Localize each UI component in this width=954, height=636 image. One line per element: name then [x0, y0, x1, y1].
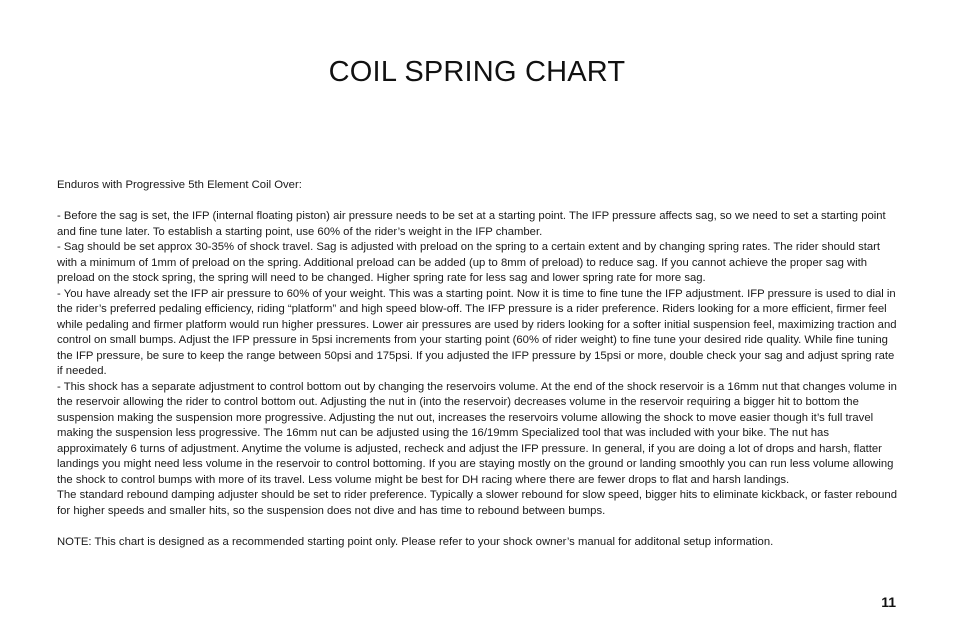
paragraph-ifp-tune: - You have already set the IFP air pressure to 60% of your weight. This was a starting point. Now it is time to fine tune the IFP adjustment. IFP pressure is used to dial in the rider’s preferred pedaling efficiency, riding “platform” and high speed blow-off. The IFP pressure is a rider preference. Riders looking for a more efficient, firmer feel while pedaling and firmer platform would run higher pressures. Lower air pressures are used by riders looking for a softer initial suspension feel, maximizing traction and control on small bumps. Adjust the IFP pressure in 5psi increments from your starting point (60% of rider weight) to fine tune your desired ride quality. While fine tuning the IFP pressure, be sure to keep the range between 50psi and 175psi. If you adjusted the IFP pressure by 15psi or more, double check your sag and adjust spring rate if needed. [57, 287, 897, 377]
spacer [57, 519, 899, 535]
paragraph-rebound: The standard rebound damping adjuster should be set to rider preference. Typically a slower rebound for slow speed, bigger hits to eliminate kickback, or faster rebound for higher speeds and smaller hits, so the suspension does not dive and has time to rebound between bumps. [57, 489, 897, 517]
note-line: NOTE: This chart is designed as a recommended starting point only. Please refer to your shock owner’s manual for additonal setup information. [57, 535, 774, 548]
spacer [57, 194, 899, 210]
intro-line: Enduros with Progressive 5th Element Coil Over: [57, 179, 302, 191]
page-number: 11 [881, 594, 896, 610]
paragraph-ifp-start: - Before the sag is set, the IFP (internal floating piston) air pressure needs to be set at a starting point. The IFP pressure affects sag, so we need to set a starting point and fine tune later. To establish a starting point, use 60% of the rider’s weight in the IFP chamber. [57, 210, 886, 238]
body-text [57, 178, 899, 550]
page-title: COIL SPRING CHART [328, 56, 626, 88]
paragraph-sag: - Sag should be set approx 30-35% of shock travel. Sag is adjusted with preload on the spring to a certain extent and by changing spring rates. The rider should start with a minimum of 1mm of preload on the spring. Additional preload can be added (up to 8mm of preload) to reduce sag. If you cannot achieve the proper sag with preload on the stock spring, the spring will need to be changed. Higher spring rate for less sag and lower spring rate for more sag. [57, 241, 881, 284]
paragraph-bottom-out: - This shock has a separate adjustment to control bottom out by changing the reservoirs volume. At the end of the shock reservoir is a 16mm nut that changes volume in the reservoir allowing the rider to control bottom out. Adjusting the nut in (into the reservoir) decreases volume in the reservoir requiring a bigger hit to bottom the suspension making the suspension more progressive. Adjusting the nut out, increases the reservoirs volume allowing the shock to move easier though it’s full travel making the suspension less progressive. The 16mm nut can be adjusted using the 16/19mm Specialized tool that was included with your bike. The nut has approximately 6 turns of adjustment. Anytime the volume is adjusted, recheck and adjust the IFP pressure. In general, if you are doing a lot of drops and harsh, flatter landings you might need less volume in the reservoir to control bottoming. If you are staying mostly on the ground or landing smoothly you can run less volume allowing the shock to control bumps with more of its travel. Less volume might be best for DH racing where there are fewer drops to flat and harsh landings. [57, 380, 897, 486]
